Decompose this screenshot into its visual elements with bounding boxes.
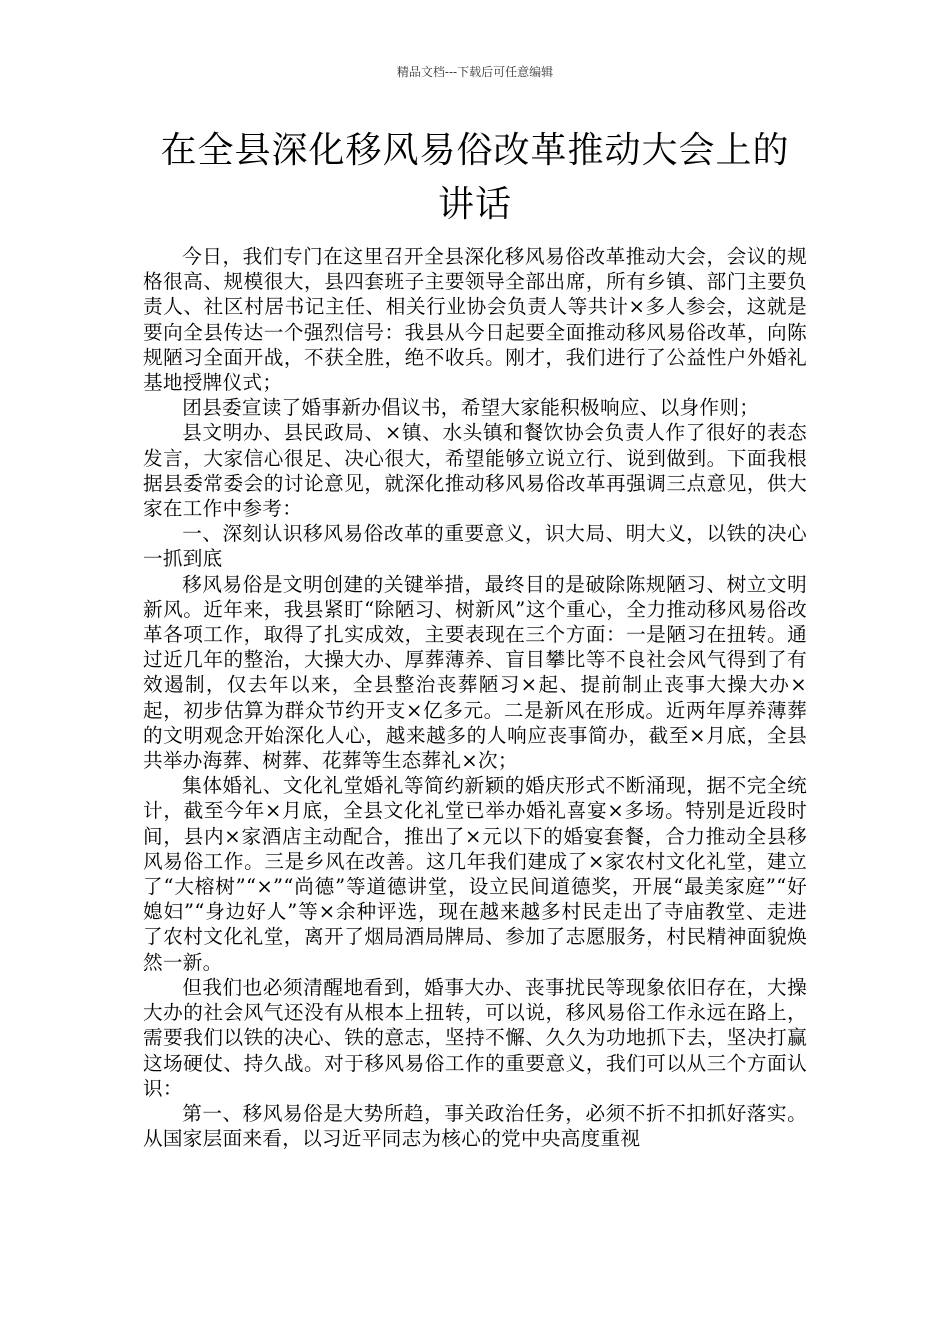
paragraph: 团县委宣读了婚事新办倡议书，希望大家能积极响应、以身作则； (182, 396, 760, 420)
paragraph: 移风易俗是文明创建的关键举措，最终目的是破除陈规陋习、树立文明新风。近年来，我县紧盯“除陋习、树新风”这个重心，全力推动移风易俗改革各项工作，取得了扎实成效，主要表现在三个方面：一是陋习在扭转。通过近几年的整治，大操大办、厚葬薄养、盲目攀比等不良社会风气得到了有效遏制，仅去年以来，全县整治丧葬陋习×起、提前制止丧事大操大办×起，初步估算为群众节约开支×亿多元。二是新风在形成。近两年厚养薄葬的文明观念开始深化人心，越来越多的人响应丧事简办，截至×月底，全县共举办海葬、树葬、花葬等生态葬礼×次； (143, 572, 807, 773)
document-body (143, 244, 807, 1151)
header-note: 精品文档---下载后可任意编辑 (396, 65, 554, 79)
section-heading: 一、深刻认识移风易俗改革的重要意义，识大局、明大义，以铁的决心一抓到底 (143, 522, 807, 571)
paragraph: 但我们也必须清醒地看到，婚事大办、丧事扰民等现象依旧存在，大操大办的社会风气还没有从根本上扭转，可以说，移风易俗工作永远在路上，需要我们以铁的决心、铁的意志，坚持不懈、久久为功地抓下去，坚决打赢这场硬仗、持久战。对于移风易俗工作的重要意义，我们可以从三个方面认识： (143, 975, 807, 1100)
document-title: 在全县深化移风易俗改革推动大会上的讲话 (160, 130, 790, 225)
paragraph: 县文明办、县民政局、×镇、水头镇和餐饮协会负责人作了很好的表态发言，大家信心很足、决心很大，希望能够立说立行、说到做到。下面我根据县委常委会的讨论意见，就深化推动移风易俗改革再强调三点意见，供大家在工作中参考： (143, 421, 807, 521)
paragraph: 今日，我们专门在这里召开全县深化移风易俗改革推动大会，会议的规格很高、规模很大，县四套班子主要领导全部出席，所有乡镇、部门主要负责人、社区村居书记主任、相关行业协会负责人等共计×多人参会，这就是要向全县传达一个强烈信号：我县从今日起要全面推动移风易俗改革，向陈规陋习全面开战，不获全胜，绝不收兵。刚才，我们进行了公益性户外婚礼基地授牌仪式； (143, 245, 807, 395)
paragraph: 第一、移风易俗是大势所趋，事关政治任务，必须不折不扣抓好落实。从国家层面来看，以习近平同志为核心的党中央高度重视 (143, 1101, 807, 1151)
paragraph: 集体婚礼、文化礼堂婚礼等简约新颖的婚庆形式不断涌现，据不完全统计，截至今年×月底，全县文化礼堂已举办婚礼喜宴×多场。特别是近段时间，县内×家酒店主动配合，推出了×元以下的婚宴套餐，合力推动全县移风易俗工作。三是乡风在改善。这几年我们建成了×家农村文化礼堂，建立了“大榕树”“×”“尚德”等道德讲堂，设立民间道德奖，开展“最美家庭”“好媳妇”“身边好人”等×余种评选，现在越来越多村民走出了寺庙教堂、走进了农村文化礼堂，离开了烟局酒局牌局、参加了志愿服务，村民精神面貌焕然一新。 (143, 774, 807, 974)
